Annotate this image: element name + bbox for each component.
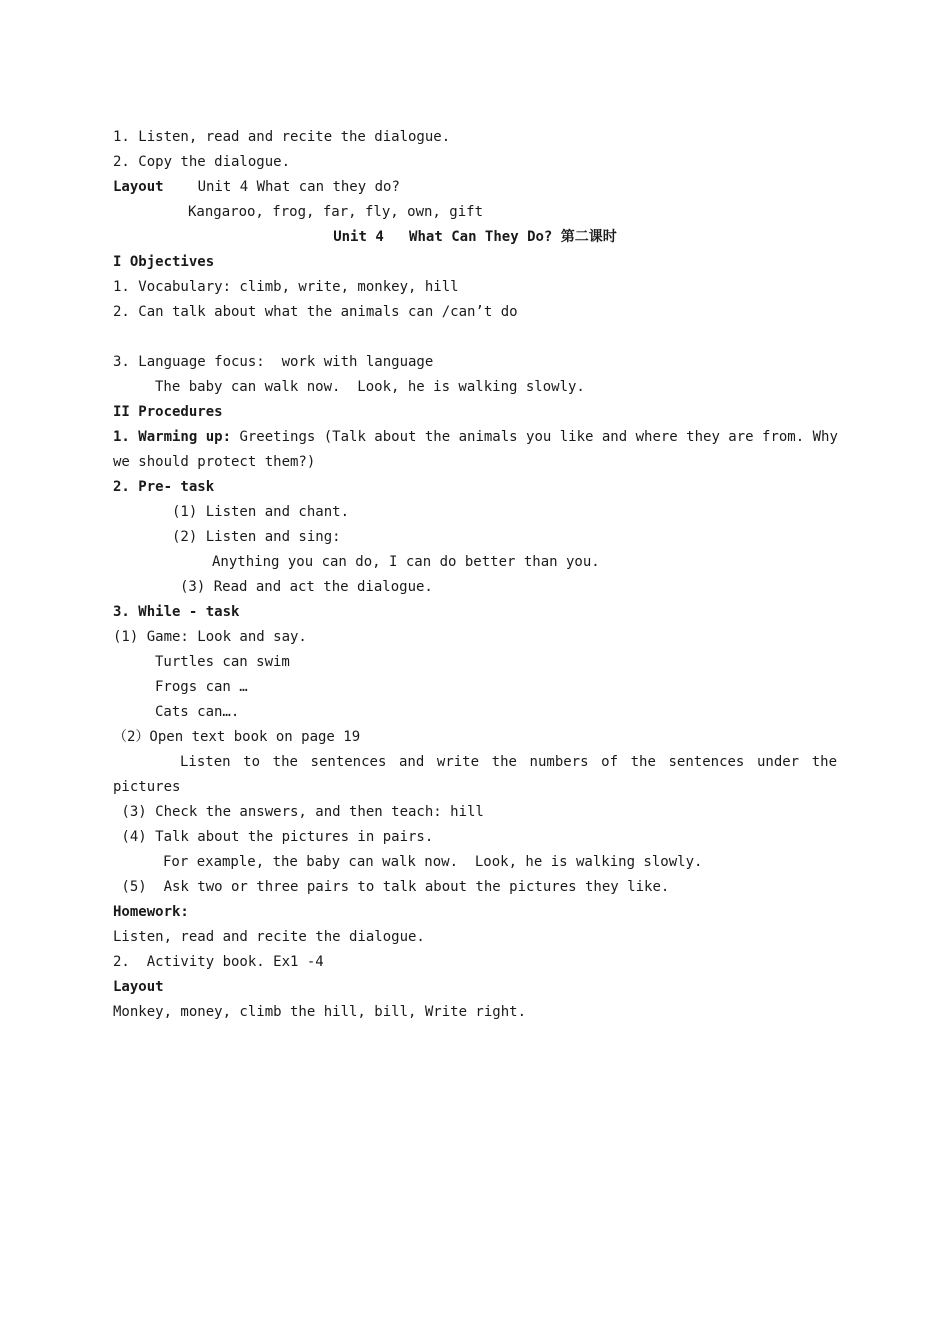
- while-task-step-2-detail-2: pictures: [113, 779, 181, 795]
- homework-heading: Homework:: [113, 904, 189, 920]
- while-task-example-2: Frogs can …: [155, 679, 248, 695]
- while-task-step-1: (1) Game: Look and say.: [113, 629, 307, 645]
- homework-item-1: 1. Listen, read and recite the dialogue.: [113, 129, 451, 145]
- layout-line-1: [113, 177, 400, 197]
- homework-line-1: Listen, read and recite the dialogue.: [113, 929, 425, 945]
- objectives-heading: I Objectives: [113, 254, 215, 270]
- while-task-heading: 3. While - task: [113, 604, 240, 620]
- objective-1: 1. Vocabulary: climb, write, monkey, hill: [113, 279, 459, 295]
- page-title: Unit 4 What Can They Do? 第二课时: [333, 229, 617, 245]
- while-task-step-4: (4) Talk about the pictures in pairs.: [113, 829, 434, 845]
- homework-line-2: 2. Activity book. Ex1 -4: [113, 954, 324, 970]
- while-task-example-3: Cats can….: [155, 704, 240, 720]
- pre-task-heading: 2. Pre- task: [113, 479, 215, 495]
- while-task-step-5: (5) Ask two or three pairs to talk about the pictures they like.: [113, 879, 670, 895]
- objective-2: 2. Can talk about what the animals can /can’t do: [113, 304, 518, 320]
- procedures-heading: II Procedures: [113, 404, 223, 420]
- pre-task-step-1: (1) Listen and chant.: [172, 504, 350, 520]
- layout-heading: Layout: [113, 979, 164, 995]
- while-task-step-4-example: For example, the baby can walk now. Look, he is walking slowly.: [163, 854, 703, 870]
- warming-up-text: Greetings (Talk about the animals you like and where they are from. Why: [231, 429, 838, 445]
- layout-label: Layout: [113, 179, 164, 195]
- objective-3-example: The baby can walk now. Look, he is walking slowly.: [155, 379, 585, 395]
- homework-item-2: 2. Copy the dialogue.: [113, 154, 291, 170]
- layout-line-2: Kangaroo, frog, far, fly, own, gift: [188, 204, 484, 220]
- pre-task-step-3: (3) Read and act the dialogue.: [180, 579, 433, 595]
- while-task-step-2: （2）Open text book on page 19: [113, 729, 361, 745]
- pre-task-step-2: (2) Listen and sing:: [172, 529, 341, 545]
- pre-task-song: Anything you can do, I can do better than you.: [212, 554, 600, 570]
- warming-up-label: 1. Warming up:: [113, 429, 232, 445]
- layout-unit: Unit 4 What can they do?: [197, 179, 400, 195]
- warming-up-line-2: we should protect them?): [113, 454, 316, 470]
- layout-words: Monkey, money, climb the hill, bill, Write right.: [113, 1004, 527, 1020]
- while-task-step-2-detail-1: Listen to the sentences and write the numbers of the sentences under the: [180, 754, 837, 770]
- while-task-step-3: (3) Check the answers, and then teach: hill: [113, 804, 484, 820]
- while-task-example-1: Turtles can swim: [155, 654, 290, 670]
- objective-3: 3. Language focus: work with language: [113, 354, 434, 370]
- warming-up-line-1: [113, 427, 838, 447]
